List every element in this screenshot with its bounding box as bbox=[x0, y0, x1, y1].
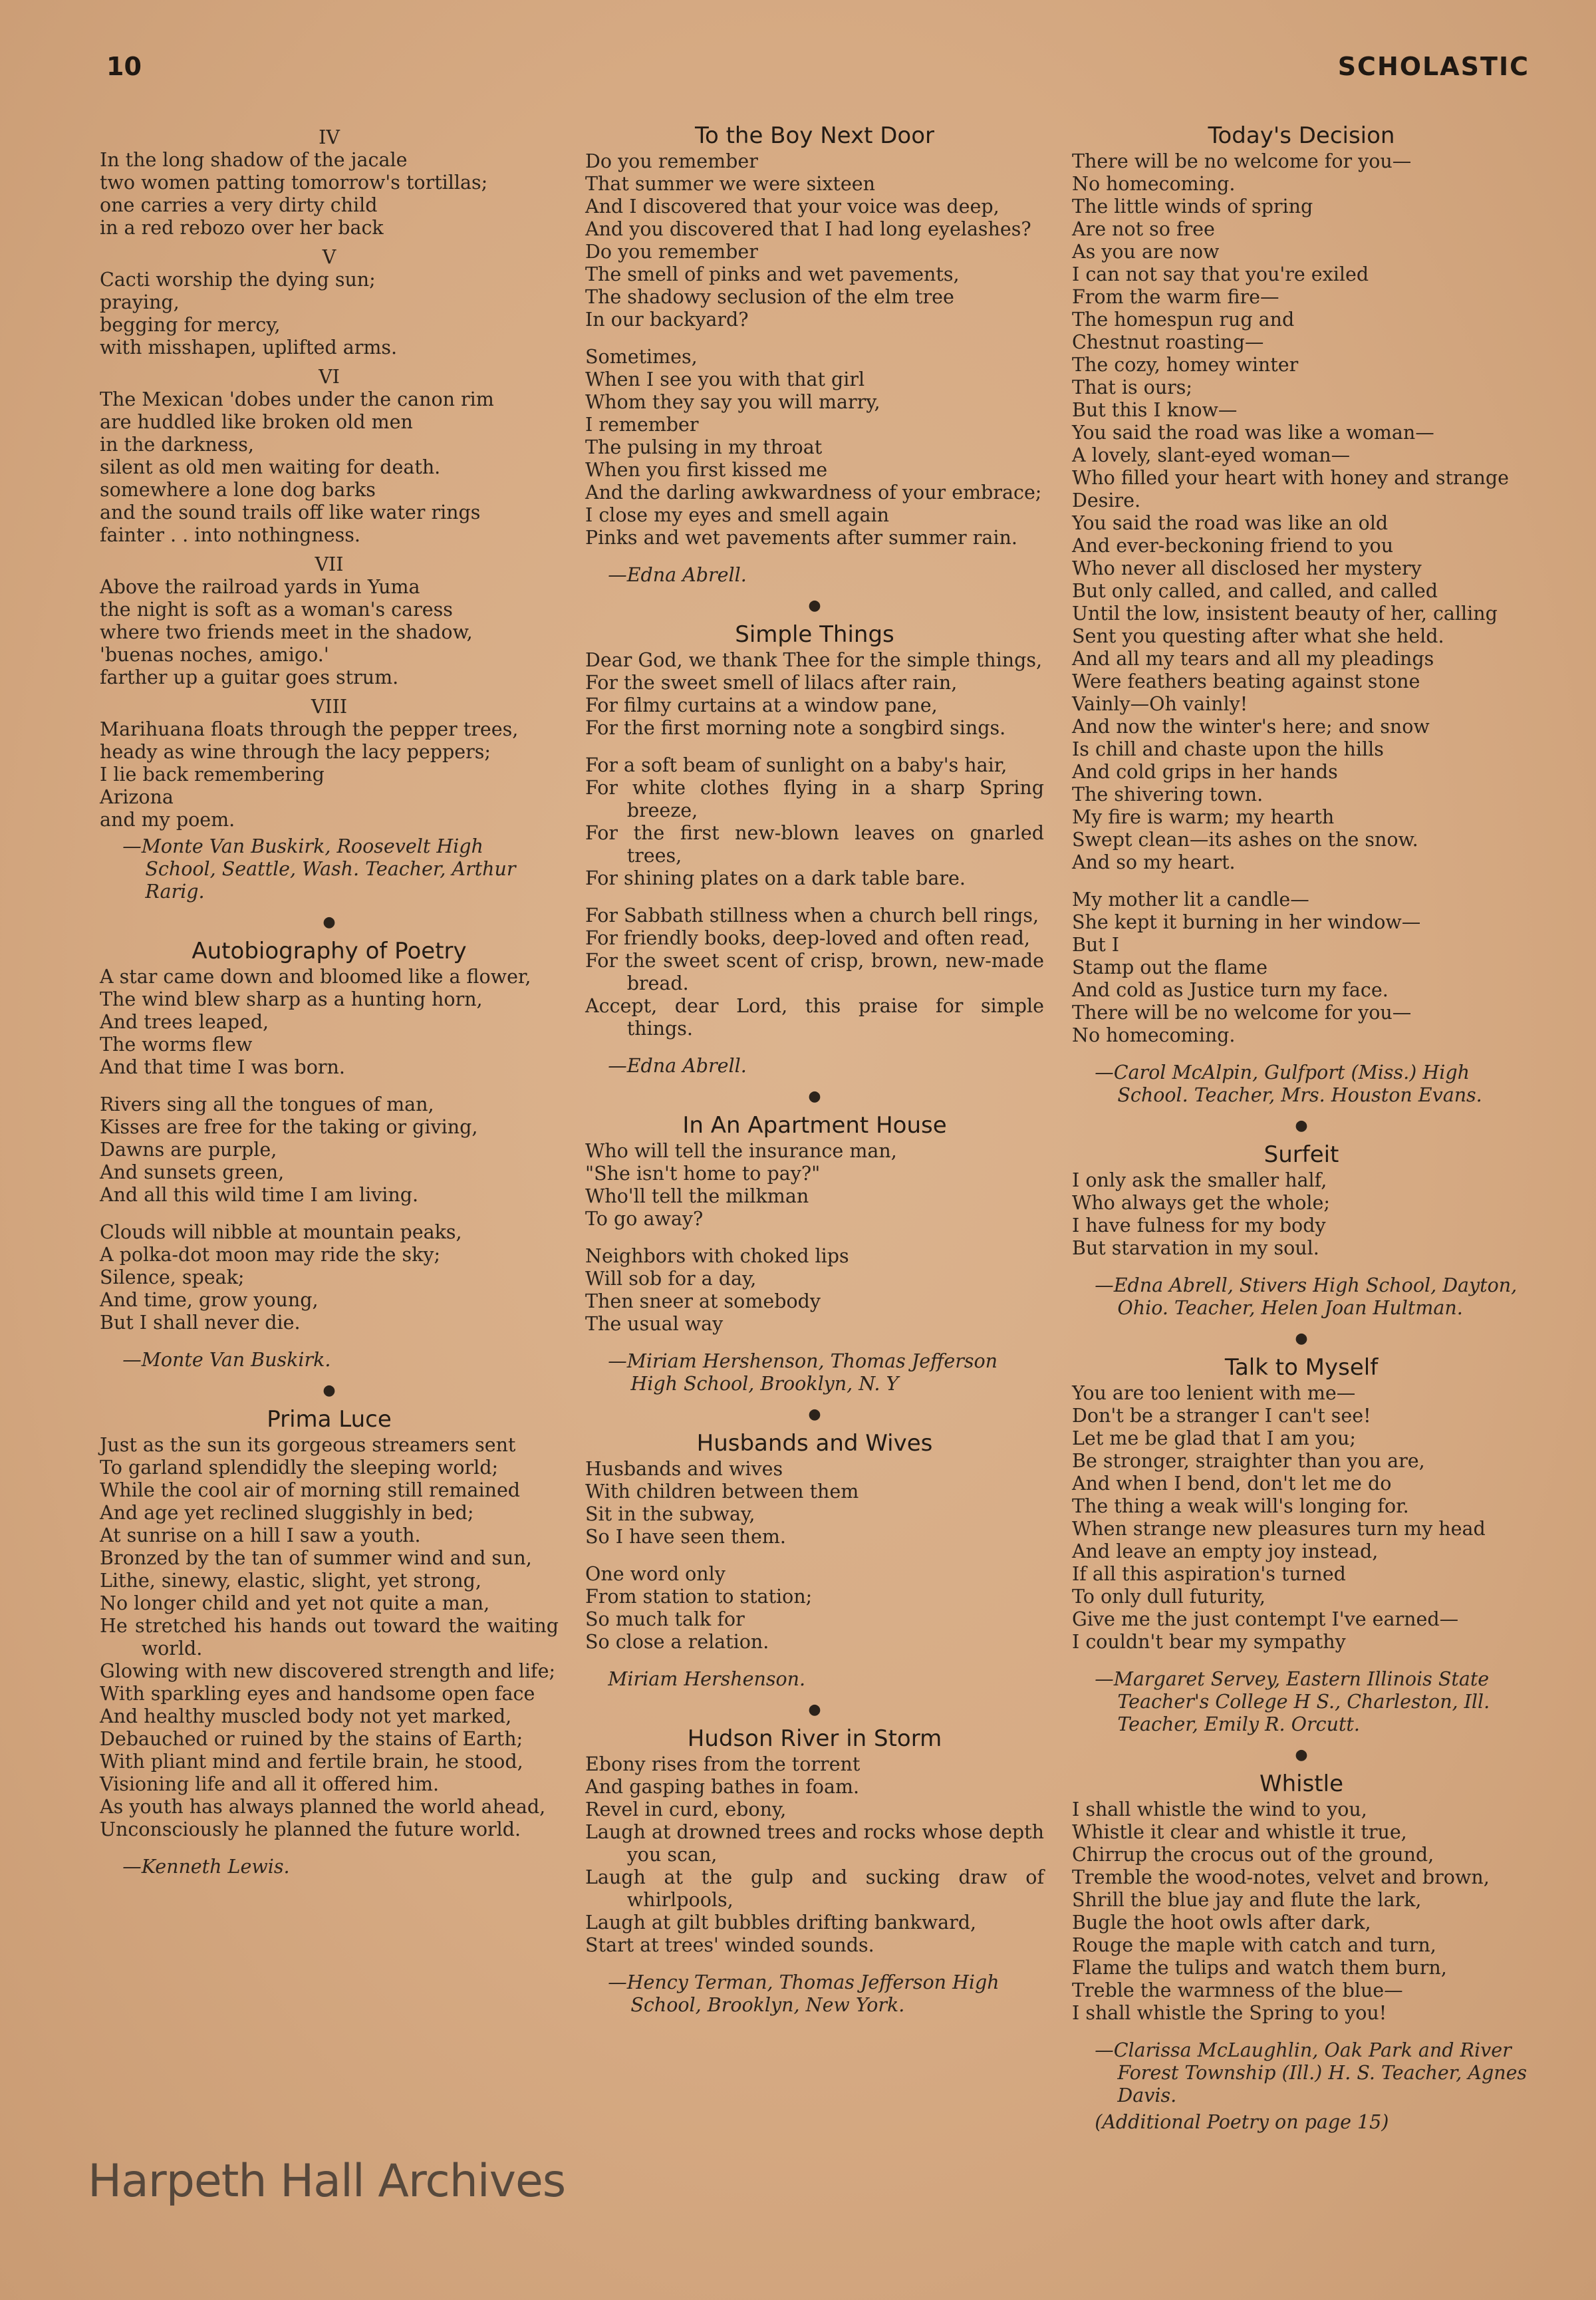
poem-line: She kept it burning in her window— bbox=[1072, 911, 1421, 933]
poem-line: silent as old men waiting for death. bbox=[100, 456, 441, 478]
poem-line: The worms flew bbox=[100, 1034, 253, 1056]
poem-line: For the first new-blown leaves on gnarled trees, bbox=[585, 822, 1044, 867]
poem-line: And all this wild time I am living. bbox=[100, 1184, 419, 1206]
poem-line: No longer child and yet not quite a man, bbox=[100, 1592, 490, 1614]
continued-note: (Additional Poetry on page 15) bbox=[1095, 2111, 1389, 2133]
poem-line: I lie back remembering bbox=[100, 764, 325, 786]
poem-line: The usual way bbox=[585, 1313, 724, 1335]
poem-line: The wind blew sharp as a hunting horn, bbox=[100, 988, 483, 1010]
poem-title: In An Apartment House bbox=[682, 1112, 947, 1139]
poem-line: With sparkling eyes and handsome open face bbox=[100, 1683, 535, 1705]
poem-line: The little winds of spring bbox=[1072, 196, 1313, 217]
poem-line: Clouds will nibble at mountain peaks, bbox=[100, 1221, 462, 1243]
poem-line: praying, bbox=[100, 291, 180, 313]
poem-line: Visioning life and all it offered him. bbox=[100, 1773, 440, 1795]
stanza bbox=[1072, 889, 1531, 1047]
separator-bullet: ● bbox=[323, 914, 336, 931]
poem-line: And healthy muscled body not yet marked, bbox=[100, 1705, 512, 1727]
poem-line: Start at trees' winded sounds. bbox=[585, 1934, 874, 1956]
poem-line: When strange new pleasures turn my head bbox=[1072, 1518, 1486, 1540]
poem-line: Ebony rises from the torrent bbox=[585, 1753, 861, 1775]
poem-line: You are too lenient with me— bbox=[1072, 1382, 1356, 1404]
poem-line: where two friends meet in the shadow, bbox=[100, 621, 473, 643]
stanza bbox=[585, 754, 1044, 890]
poem-line: No homecoming. bbox=[1072, 1024, 1236, 1046]
poem-line: With children between them bbox=[585, 1481, 859, 1503]
poem-line: You said the road was like a woman— bbox=[1072, 422, 1434, 444]
poem-line: 'buenas noches, amigo.' bbox=[100, 644, 329, 666]
poem-line: fainter . . into nothingness. bbox=[100, 524, 360, 546]
poem-line: I can not say that you're exiled bbox=[1072, 263, 1369, 285]
poem-title: To the Boy Next Door bbox=[694, 122, 935, 149]
poem-line: The pulsing in my throat bbox=[585, 436, 823, 458]
stanza bbox=[100, 1434, 559, 1841]
poem-line: If all this aspiration's turned bbox=[1072, 1563, 1346, 1585]
archive-watermark: Harpeth Hall Archives bbox=[88, 2155, 566, 2208]
poem-line: And all my tears and all my pleadings bbox=[1072, 648, 1434, 670]
poem-line: Is chill and chaste upon the hills bbox=[1072, 738, 1384, 760]
poem-line: For shining plates on a dark table bare. bbox=[585, 867, 966, 889]
poem-line: in a red rebozo over her back bbox=[100, 217, 384, 239]
poem-line: And so my heart. bbox=[1072, 851, 1236, 873]
poem-line: The thing a weak will's longing for. bbox=[1072, 1495, 1409, 1517]
poem-line: I shall whistle the wind to you, bbox=[1072, 1798, 1367, 1820]
stanza bbox=[1072, 1169, 1531, 1260]
stanza bbox=[585, 1753, 1044, 1957]
author-credit: —Monte Van Buskirk. bbox=[122, 1349, 331, 1371]
poem-line: To go away? bbox=[585, 1208, 704, 1230]
stanza bbox=[100, 966, 559, 1079]
stanza bbox=[585, 905, 1044, 1040]
poem-line: Are not so free bbox=[1072, 218, 1215, 240]
poem-line: two women patting tomorrow's tortillas; bbox=[100, 172, 488, 194]
poem-line: Bronzed by the tan of summer wind and sun, bbox=[100, 1547, 532, 1569]
poem-line: Lithe, sinewy, elastic, slight, yet strong, bbox=[100, 1570, 481, 1592]
stanza bbox=[100, 718, 559, 831]
poem-line: My mother lit a candle— bbox=[1072, 889, 1309, 911]
poem-line: Rouge the maple with catch and turn, bbox=[1072, 1934, 1436, 1956]
poem-line: And that time I was born. bbox=[100, 1056, 345, 1078]
poem-line: Shrill the blue jay and flute the lark, bbox=[1072, 1889, 1422, 1911]
poem-line: Sometimes, bbox=[585, 346, 698, 368]
page-number: 10 bbox=[106, 52, 142, 81]
poem-title: Whistle bbox=[1259, 1771, 1344, 1797]
poem-line: Do you remember bbox=[585, 241, 758, 263]
stanza bbox=[585, 1140, 1044, 1230]
stanza bbox=[100, 1221, 559, 1334]
poem-line: Stamp out the flame bbox=[1072, 956, 1267, 978]
poem-line: farther up a guitar goes strum. bbox=[100, 666, 399, 688]
poem-line: To garland splendidly the sleeping world; bbox=[100, 1457, 499, 1479]
poem-line: The smell of pinks and wet pavements, bbox=[585, 263, 960, 285]
poem-line: And age yet reclined sluggishly in bed; bbox=[100, 1502, 474, 1524]
poem-line: Then sneer at somebody bbox=[585, 1290, 821, 1312]
poem-line: Arizona bbox=[100, 786, 174, 808]
poem-line: and my poem. bbox=[100, 809, 235, 831]
poem-line: But only called, and called, and called bbox=[1072, 580, 1438, 602]
poem-line: Laugh at gilt bubbles drifting bankward, bbox=[585, 1912, 977, 1934]
separator-bullet: ● bbox=[808, 1701, 821, 1718]
poem-line: And gasping bathes in foam. bbox=[585, 1776, 860, 1798]
poem-line: Whom they say you will marry, bbox=[585, 391, 880, 413]
poem-line: Treble the warmness of the blue— bbox=[1072, 1979, 1403, 2001]
separator-bullet: ● bbox=[808, 1406, 821, 1423]
author-credit: —Carol McAlpin, Gulfport (Miss.) High School. Teacher, Mrs. Houston Evans. bbox=[1095, 1062, 1482, 1106]
poem-line: With pliant mind and fertile brain, he stood, bbox=[100, 1751, 523, 1773]
poem-line: Chestnut roasting— bbox=[1072, 331, 1264, 353]
stanza bbox=[585, 150, 1044, 331]
poem-line: I remember bbox=[585, 414, 699, 436]
stanza bbox=[585, 1458, 1044, 1548]
poem-line: Don't be a stranger I can't see! bbox=[1072, 1405, 1371, 1427]
poem-line: And ever-beckoning friend to you bbox=[1072, 535, 1394, 557]
poem-line: one carries a very dirty child bbox=[100, 194, 378, 216]
poem-line: And leave an empty joy instead, bbox=[1072, 1540, 1379, 1562]
poem-line: Kisses are free for the taking or giving, bbox=[100, 1116, 478, 1138]
poem-line: and the sound trails off like water rings bbox=[100, 502, 481, 523]
stanza bbox=[585, 346, 1044, 549]
stanza bbox=[100, 576, 559, 689]
poem-title: Surfeit bbox=[1264, 1141, 1339, 1168]
stanza bbox=[585, 649, 1044, 740]
poem-line: From the warm fire— bbox=[1072, 286, 1279, 308]
poem-line: The homespun rug and bbox=[1072, 309, 1295, 331]
section-number: V bbox=[322, 246, 336, 268]
poem-line: You said the road was like an old bbox=[1072, 512, 1389, 534]
stanza bbox=[1072, 1798, 1531, 2025]
poem-line: And time, grow young, bbox=[100, 1289, 319, 1311]
poem-line: I close my eyes and smell again bbox=[585, 504, 889, 526]
stanza bbox=[1072, 1382, 1531, 1653]
poem-line: And cold as Justice turn my face. bbox=[1072, 979, 1389, 1001]
poem-line: And when I bend, don't let me do bbox=[1072, 1473, 1392, 1495]
poem-line: Who always get the whole; bbox=[1072, 1192, 1330, 1214]
poem-line: begging for mercy, bbox=[100, 314, 281, 336]
poem-line: For the first morning note a songbird sings. bbox=[585, 717, 1006, 739]
poem-line: Cacti worship the dying sun; bbox=[100, 269, 376, 291]
poem-line: For a soft beam of sunlight on a baby's hair, bbox=[585, 754, 1007, 776]
poem-line: I couldn't bear my sympathy bbox=[1072, 1631, 1346, 1653]
poem-line: For the sweet smell of lilacs after rain, bbox=[585, 672, 958, 694]
poem-line: The shivering town. bbox=[1072, 784, 1264, 805]
poem-line: In the long shadow of the jacale bbox=[100, 149, 408, 171]
poem-line: Laugh at drowned trees and rocks whose depth you scan, bbox=[585, 1821, 1044, 1866]
page-header bbox=[106, 52, 1530, 92]
stanza bbox=[100, 149, 559, 239]
poem-line: Accept, dear Lord, this praise for simple things. bbox=[585, 995, 1044, 1040]
separator-bullet: ● bbox=[1295, 1330, 1308, 1347]
poem-line: And cold grips in her hands bbox=[1072, 761, 1338, 783]
section-number: IV bbox=[319, 126, 340, 148]
column-left bbox=[100, 120, 559, 1882]
stanza bbox=[100, 388, 559, 547]
poem-line: Were feathers beating against stone bbox=[1072, 670, 1420, 692]
column-right bbox=[1072, 120, 1531, 2138]
poem-line: But this I know— bbox=[1072, 399, 1238, 421]
poem-line: Glowing with new discovered strength and life; bbox=[100, 1660, 556, 1682]
poem-line: As youth has always planned the world ahead, bbox=[100, 1796, 546, 1818]
poem-line: with misshapen, uplifted arms. bbox=[100, 337, 398, 359]
poem-line: Dear God, we thank Thee for the simple things, bbox=[585, 649, 1043, 671]
poem-line: I only ask the smaller half, bbox=[1072, 1169, 1327, 1191]
poem-line: And sunsets green, bbox=[100, 1161, 285, 1183]
poem-line: He stretched his hands out toward the waiting world. bbox=[100, 1615, 559, 1659]
poem-line: Who'll tell the milkman bbox=[585, 1185, 809, 1207]
poem-line: Marihuana floats through the pepper trees, bbox=[100, 718, 519, 740]
author-credit: —Miriam Hershenson, Thomas Jefferson High School, Brooklyn, N. Y bbox=[608, 1350, 998, 1395]
poem-line: Husbands and wives bbox=[585, 1458, 783, 1480]
separator-bullet: ● bbox=[808, 597, 821, 614]
poem-line: And the darling awkwardness of your embrace; bbox=[585, 482, 1042, 503]
poem-line: That is ours; bbox=[1072, 376, 1193, 398]
poem-line: Until the low, insistent beauty of her, calling bbox=[1072, 603, 1498, 625]
poem-line: Rivers sing all the tongues of man, bbox=[100, 1093, 434, 1115]
poem-line: For friendly books, deep-loved and often read, bbox=[585, 927, 1030, 949]
poem-line: The shadowy seclusion of the elm tree bbox=[585, 286, 954, 308]
poem-line: So close a relation. bbox=[585, 1631, 769, 1653]
poem-line: Do you remember bbox=[585, 150, 758, 172]
separator-bullet: ● bbox=[808, 1088, 821, 1105]
poem-line: Swept clean—its ashes on the snow. bbox=[1072, 829, 1418, 851]
poem-line: Sit in the subway, bbox=[585, 1503, 755, 1525]
stanza bbox=[585, 1245, 1044, 1336]
poem-line: A star came down and bloomed like a flower, bbox=[100, 966, 531, 988]
separator-bullet: ● bbox=[1295, 1117, 1308, 1134]
poem-line: Above the railroad yards in Yuma bbox=[100, 576, 420, 598]
poem-line: When I see you with that girl bbox=[585, 368, 865, 390]
poem-line: A lovely, slant-eyed woman— bbox=[1072, 444, 1351, 466]
poem-title: Talk to Myself bbox=[1224, 1354, 1379, 1381]
poem-line: Silence, speak; bbox=[100, 1266, 245, 1288]
poem-line: No homecoming. bbox=[1072, 173, 1236, 195]
author-credit: Miriam Hershenson. bbox=[608, 1668, 806, 1690]
poem-line: Who will tell the insurance man, bbox=[585, 1140, 897, 1162]
section-number: VI bbox=[319, 366, 340, 388]
poem-line: The Mexican 'dobes under the canon rim bbox=[100, 388, 494, 410]
poem-line: There will be no welcome for you— bbox=[1072, 1002, 1412, 1024]
poem-line: And I discovered that your voice was deep, bbox=[585, 196, 999, 217]
poem-line: From station to station; bbox=[585, 1586, 813, 1608]
poem-line: Sent you questing after what she held. bbox=[1072, 625, 1444, 647]
poem-line: That summer we were sixteen bbox=[585, 173, 875, 195]
author-credit: —Margaret Servey, Eastern Illinois State Teacher's College H S., Charleston, Ill. Teacher, Emily R. Orcutt. bbox=[1095, 1668, 1490, 1735]
poem-line: For filmy curtains at a window pane, bbox=[585, 694, 938, 716]
poem-line: And you discovered that I had long eyelashes? bbox=[585, 218, 1031, 240]
section-number: VIII bbox=[311, 696, 348, 718]
poem-line: Flame the tulips and watch them burn, bbox=[1072, 1957, 1447, 1979]
poem-line: "She isn't home to pay?" bbox=[585, 1163, 821, 1185]
author-credit: —Edna Abrell. bbox=[608, 564, 747, 586]
poem-line: I have fulness for my body bbox=[1072, 1215, 1326, 1236]
poem-line: I shall whistle the Spring to you! bbox=[1072, 2002, 1387, 2024]
poem-line: Bugle the hoot owls after dark, bbox=[1072, 1912, 1371, 1934]
poem-line: Who filled your heart with honey and strange bbox=[1072, 467, 1510, 489]
poem-line: Just as the sun its gorgeous streamers sent bbox=[100, 1434, 516, 1456]
poem-line: But starvation in my soul. bbox=[1072, 1237, 1319, 1259]
poem-line: Tremble the wood-notes, velvet and brown, bbox=[1072, 1866, 1490, 1888]
poem-line: Will sob for a day, bbox=[585, 1268, 757, 1290]
poem-line: So much talk for bbox=[585, 1608, 745, 1630]
poem-line: At sunrise on a hill I saw a youth. bbox=[100, 1524, 421, 1546]
author-credit: —Edna Abrell, Stivers High School, Dayton, Ohio. Teacher, Helen Joan Hultman. bbox=[1095, 1274, 1518, 1319]
poem-title: Today's Decision bbox=[1208, 122, 1395, 149]
masthead: SCHOLASTIC bbox=[1337, 52, 1530, 81]
poem-line: One word only bbox=[585, 1563, 726, 1585]
poem-line: somewhere a lone dog barks bbox=[100, 479, 376, 501]
poem-title: Husbands and Wives bbox=[696, 1430, 933, 1457]
poem-line: And now the winter's here; and snow bbox=[1072, 716, 1430, 738]
poem-line: For Sabbath stillness when a church bell rings, bbox=[585, 905, 1039, 927]
poem-line: Desire. bbox=[1072, 490, 1141, 511]
poem-title: Autobiography of Poetry bbox=[192, 938, 467, 964]
poem-line: Dawns are purple, bbox=[100, 1139, 277, 1161]
poem-line: Give me the just contempt I've earned— bbox=[1072, 1608, 1459, 1630]
author-credit: —Hency Terman, Thomas Jefferson High School, Brooklyn, New York. bbox=[608, 1971, 999, 2016]
poem-line: Chirrup the crocus out of the ground, bbox=[1072, 1844, 1434, 1866]
poem-line: The cozy, homey winter bbox=[1072, 354, 1299, 376]
poem-line: Revel in curd, ebony, bbox=[585, 1798, 787, 1820]
author-credit: —Clarissa McLaughlin, Oak Park and River Forest Township (Ill.) H. S. Teacher, Agnes Davis. bbox=[1095, 2039, 1528, 2106]
poem-line: And trees leaped, bbox=[100, 1011, 269, 1033]
poem-title: Simple Things bbox=[735, 621, 894, 648]
poem-line: Whistle it clear and whistle it true, bbox=[1072, 1821, 1407, 1843]
poem-line: are huddled like broken old men bbox=[100, 411, 413, 433]
poem-line: For the sweet scent of crisp, brown, new-made bread. bbox=[585, 950, 1044, 994]
poem-title: Prima Luce bbox=[267, 1406, 392, 1433]
poem-line: My fire is warm; my hearth bbox=[1072, 806, 1335, 828]
author-credit: —Edna Abrell. bbox=[608, 1055, 747, 1077]
poem-line: Pinks and wet pavements after summer rain. bbox=[585, 527, 1017, 549]
poem-line: But I shall never die. bbox=[100, 1312, 301, 1334]
poem-line: Vainly—Oh vainly! bbox=[1072, 693, 1248, 715]
separator-bullet: ● bbox=[1295, 1747, 1308, 1763]
stanza bbox=[100, 269, 559, 359]
separator-bullet: ● bbox=[323, 1382, 336, 1399]
stanza bbox=[1072, 150, 1531, 874]
poem-line: heady as wine through the lacy peppers; bbox=[100, 741, 491, 763]
poem-line: While the cool air of morning still remained bbox=[100, 1479, 521, 1501]
poem-line: Be stronger, straighter than you are, bbox=[1072, 1450, 1425, 1472]
section-number: VII bbox=[315, 553, 344, 575]
stanza bbox=[100, 1093, 559, 1207]
poem-line: Debauched or ruined by the stains of Earth; bbox=[100, 1728, 523, 1750]
poem-line: For white clothes flying in a sharp Spring breeze, bbox=[585, 777, 1044, 821]
column-middle bbox=[585, 120, 1044, 2021]
author-credit: —Monte Van Buskirk, Roosevelt High School, Seattle, Wash. Teacher, Arthur Rarig. bbox=[122, 835, 516, 903]
poem-line: Neighbors with choked lips bbox=[585, 1245, 849, 1267]
poem-line: in the darkness, bbox=[100, 434, 254, 456]
poem-line: Unconsciously he planned the future world. bbox=[100, 1818, 521, 1840]
poem-line: Laugh at the gulp and sucking draw of whirlpools, bbox=[585, 1866, 1044, 1911]
author-credit: —Kenneth Lewis. bbox=[122, 1856, 290, 1878]
poem-line: But I bbox=[1072, 934, 1120, 956]
poem-line: A polka-dot moon may ride the sky; bbox=[100, 1244, 441, 1266]
poem-line: To only dull futurity, bbox=[1072, 1586, 1265, 1608]
poem-line: Let me be glad that I am you; bbox=[1072, 1427, 1356, 1449]
poem-line: So I have seen them. bbox=[585, 1526, 786, 1548]
poem-line: There will be no welcome for you— bbox=[1072, 150, 1412, 172]
poem-title: Hudson River in Storm bbox=[687, 1725, 942, 1752]
poem-line: Who never all disclosed her mystery bbox=[1072, 557, 1422, 579]
poem-line: As you are now bbox=[1072, 241, 1220, 263]
poem-line: When you first kissed me bbox=[585, 459, 828, 481]
poem-line: the night is soft as a woman's caress bbox=[100, 599, 453, 621]
stanza bbox=[585, 1563, 1044, 1653]
poem-line: In our backyard? bbox=[585, 309, 749, 331]
